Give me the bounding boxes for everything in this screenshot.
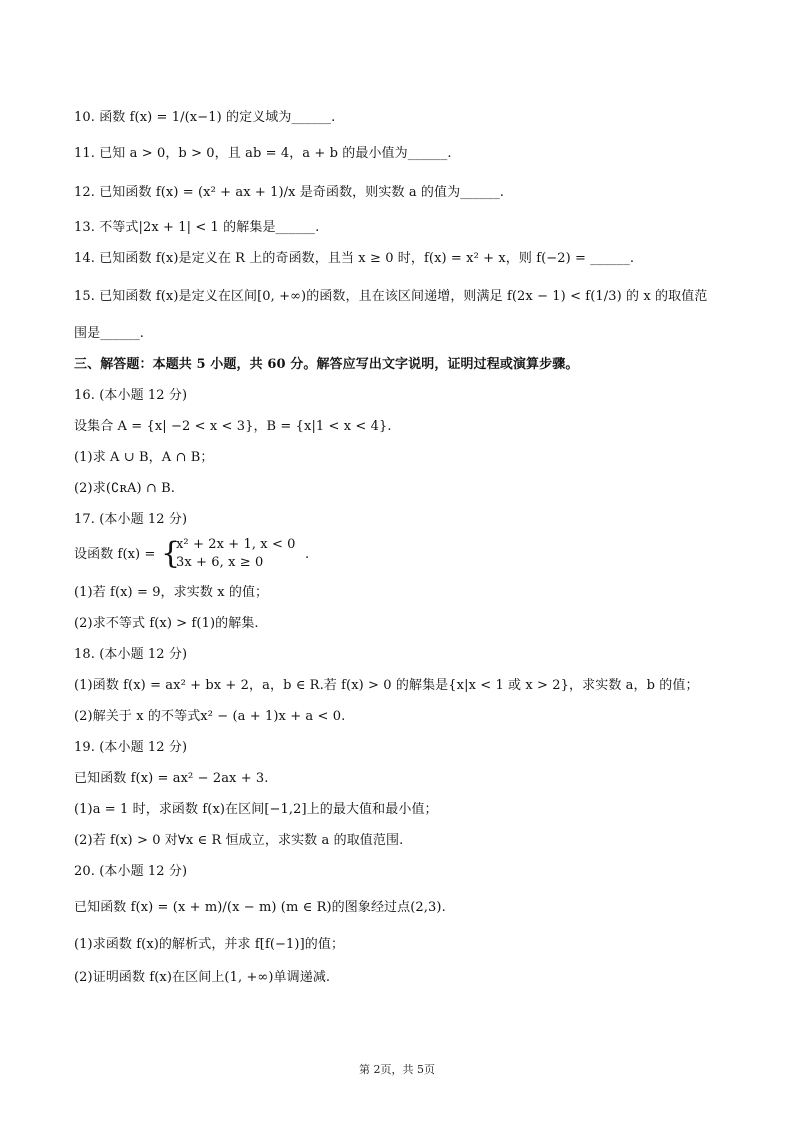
problem-19-header: 19. (本小题 12 分) — [74, 740, 188, 755]
problem-20-part2: (2)证明函数 f(x)在区间上(1, +∞)单调递减. — [74, 970, 331, 985]
problem-16-part1: (1)求 A ∪ B，A ∩ B； — [74, 450, 214, 465]
problem-14: 14. 已知函数 f(x)是定义在 R 上的奇函数，且当 x ≥ 0 时，f(x) = x² + x，则 f(−2) = ______. — [74, 251, 635, 266]
problem-19-part2: (2)若 f(x) > 0 对∀x ∈ R 恒成立，求实数 a 的取值范围. — [74, 833, 404, 848]
problem-17-stem-lead: 设函数 f(x) = — [74, 547, 156, 562]
problem-13: 13. 不等式|2x + 1| < 1 的解集是______. — [74, 220, 320, 235]
problem-12: 12. 已知函数 f(x) = (x² + ax + 1)/x 是奇函数，则实数 a 的值为______. — [74, 185, 505, 200]
problem-17-part1: (1)若 f(x) = 9，求实数 x 的值； — [74, 585, 269, 600]
problem-17-part2: (2)求不等式 f(x) > f(1)的解集. — [74, 616, 259, 631]
piecewise-case-1: x² + 2x + 1, x < 0 — [176, 537, 296, 552]
problem-15: 15. 已知函数 f(x)是定义在区间[0, +∞)的函数，且在该区间递增，则满足 f(2x − 1) < f(1/3) 的 x 的取值范 — [74, 289, 708, 304]
problem-18-part1: (1)函数 f(x) = ax² + bx + 2，a，b ∈ R.若 f(x) > 0 的解集是{x|x < 1 或 x > 2}，求实数 a，b 的值； — [74, 678, 699, 693]
problem-11: 11. 已知 a > 0，b > 0，且 ab = 4，a + b 的最小值为______. — [74, 146, 452, 161]
problem-18-header: 18. (本小题 12 分) — [74, 647, 188, 662]
problem-16-stem: 设集合 A = {x| −2 < x < 3}，B = {x|1 < x < 4}. — [74, 419, 392, 434]
page-footer: 第 2页，共 5页 — [359, 1063, 435, 1076]
problem-20-part1: (1)求函数 f(x)的解析式，并求 f[f(−1)]的值； — [74, 937, 345, 952]
problem-16-part2: (2)求(∁ʀA) ∩ B. — [74, 481, 176, 496]
piecewise-brace: { — [161, 536, 181, 571]
problem-19-part1: (1)a = 1 时，求函数 f(x)在区间[−1,2]上的最大值和最小值； — [74, 802, 438, 817]
problem-15-cont: 围是______. — [74, 326, 145, 341]
piecewise-case-2: 3x + 6, x ≥ 0 — [176, 555, 264, 570]
problem-20-header: 20. (本小题 12 分) — [74, 864, 188, 879]
section-heading: 三、解答题：本题共 5 小题，共 60 分。解答应写出文字说明，证明过程或演算步骤。 — [74, 357, 579, 372]
problem-20-stem: 已知函数 f(x) = (x + m)/(x − m) (m ∈ R)的图象经过点(2,3). — [74, 900, 446, 915]
problem-10: 10. 函数 f(x) = 1/(x−1) 的定义域为______. — [74, 110, 336, 125]
problem-17-header: 17. (本小题 12 分) — [74, 512, 188, 527]
problem-16-header: 16. (本小题 12 分) — [74, 388, 188, 403]
problem-19-stem: 已知函数 f(x) = ax² − 2ax + 3. — [74, 771, 269, 786]
piecewise-tail: . — [305, 547, 310, 562]
problem-18-part2: (2)解关于 x 的不等式x² − (a + 1)x + a < 0. — [74, 709, 346, 724]
